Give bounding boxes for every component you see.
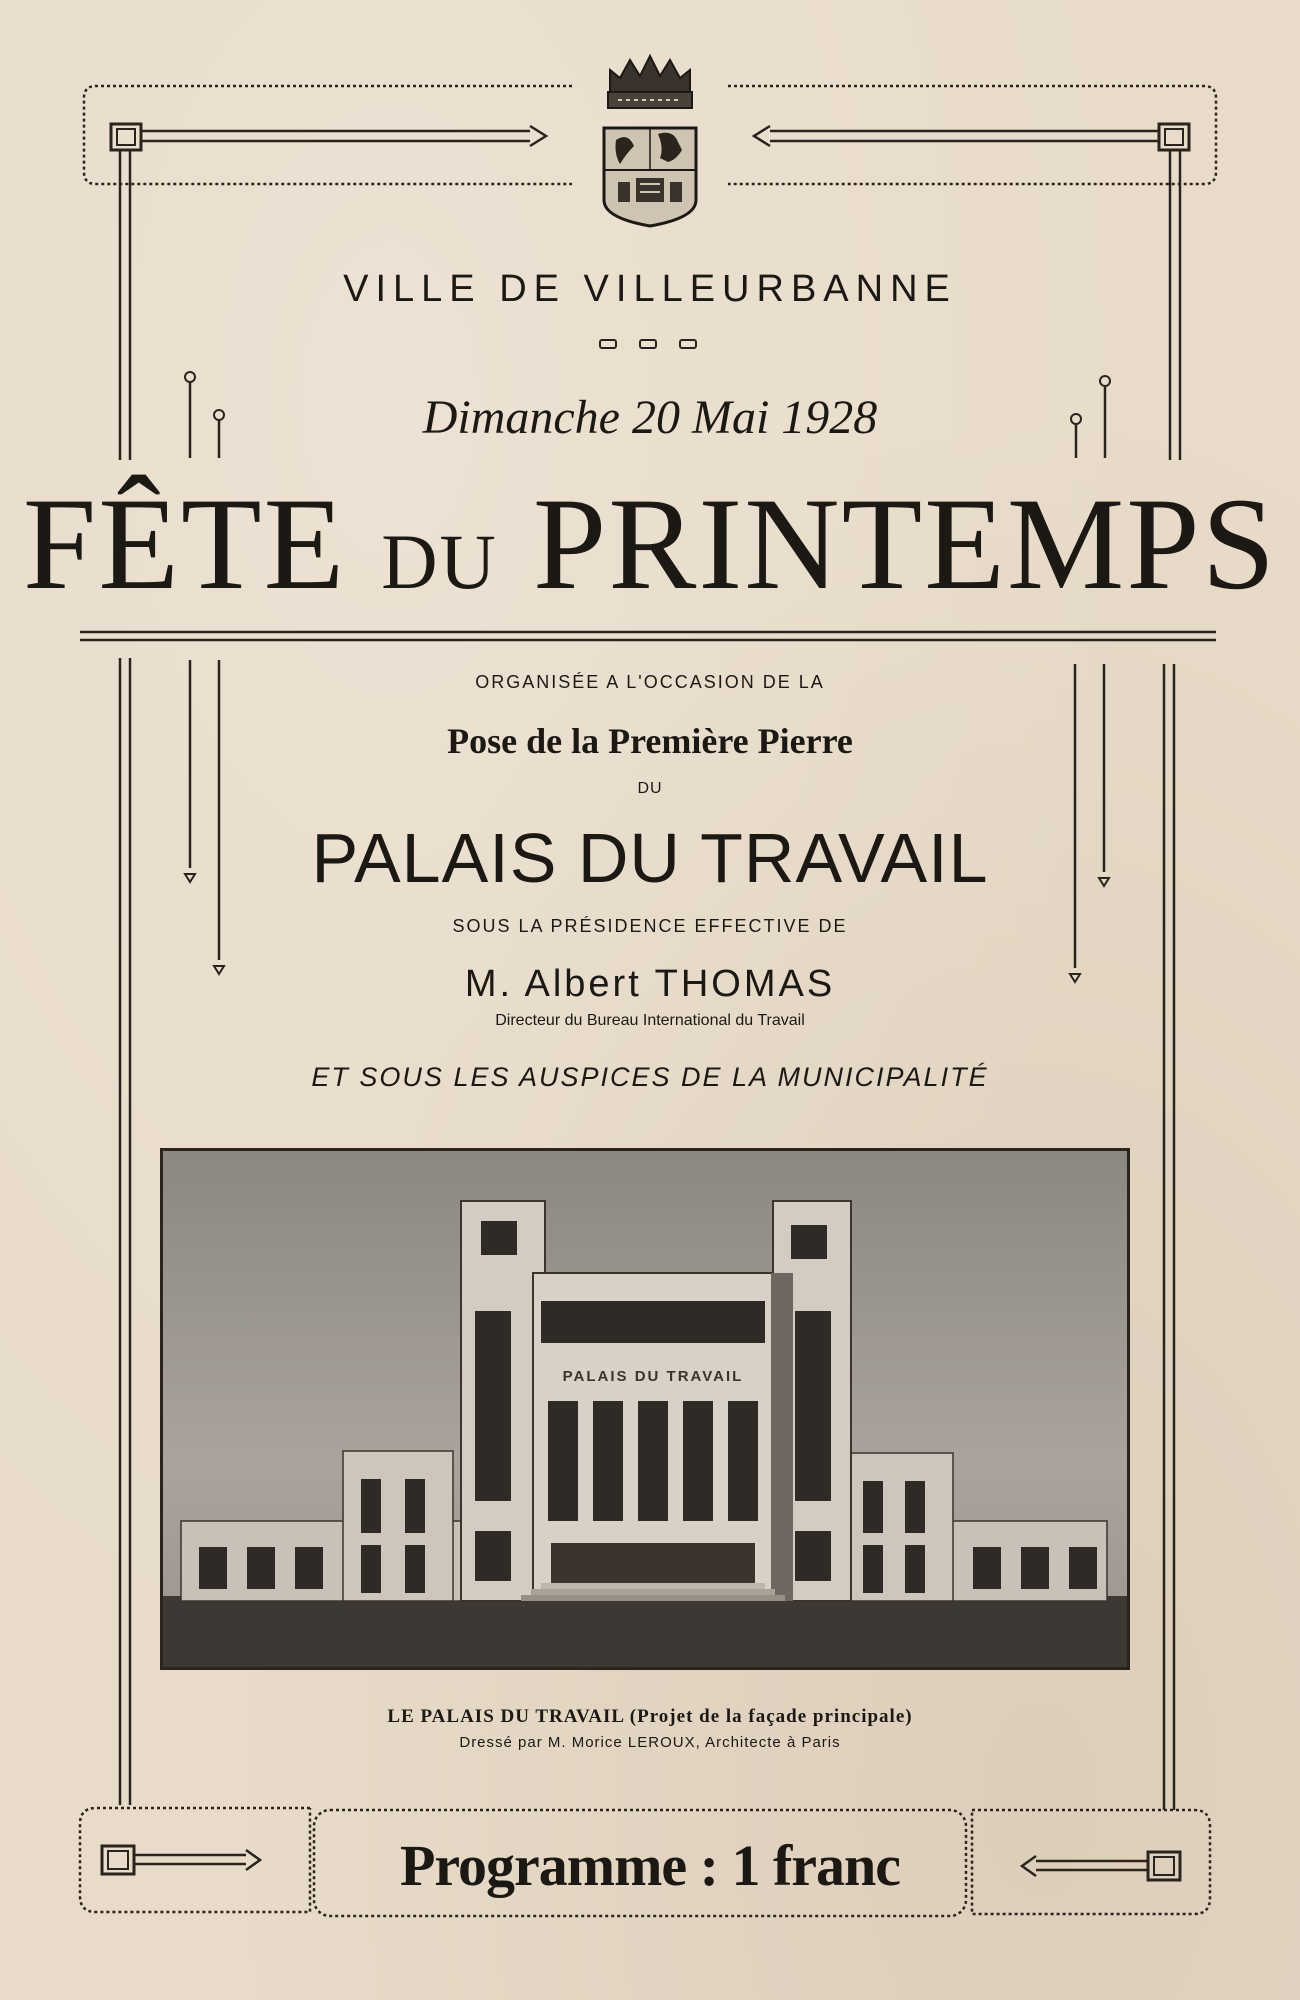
event-date: Dimanche 20 Mai 1928 [422, 391, 878, 444]
auspices-line: ET SOUS LES AUSPICES DE LA MUNICIPALITÉ [311, 1062, 989, 1092]
building-illustration [160, 1148, 1130, 1670]
president-name: M. Albert THOMAS [464, 963, 836, 1005]
organisee-line: ORGANISÉE A L'OCCASION DE LA [475, 672, 825, 692]
facade-sign: PALAIS DU TRAVAIL [562, 1368, 744, 1385]
pose-line: Pose de la Première Pierre [447, 721, 853, 761]
president-title: Directeur du Bureau International du Travail [495, 1012, 805, 1029]
title-fete: FÊTE [22, 470, 347, 617]
city-name: VILLE DE VILLEURBANNE [343, 268, 957, 310]
illustration-caption: LE PALAIS DU TRAVAIL (Projet de la façade principale) [387, 1706, 913, 1727]
illustration-credit: Dressé par M. Morice LEROUX, Architecte à Paris [459, 1734, 841, 1751]
program-price: Programme : 1 franc [399, 1833, 901, 1898]
presidence-line: SOUS LA PRÉSIDENCE EFFECTIVE DE [452, 916, 848, 936]
palais-heading: PALAIS DU TRAVAIL [311, 819, 989, 897]
du-line: DU [637, 780, 663, 797]
page-title [0, 470, 1300, 617]
title-du: DU [381, 518, 498, 605]
title-printemps: PRINTEMPS [532, 470, 1278, 617]
coat-of-arms-icon [598, 30, 702, 228]
